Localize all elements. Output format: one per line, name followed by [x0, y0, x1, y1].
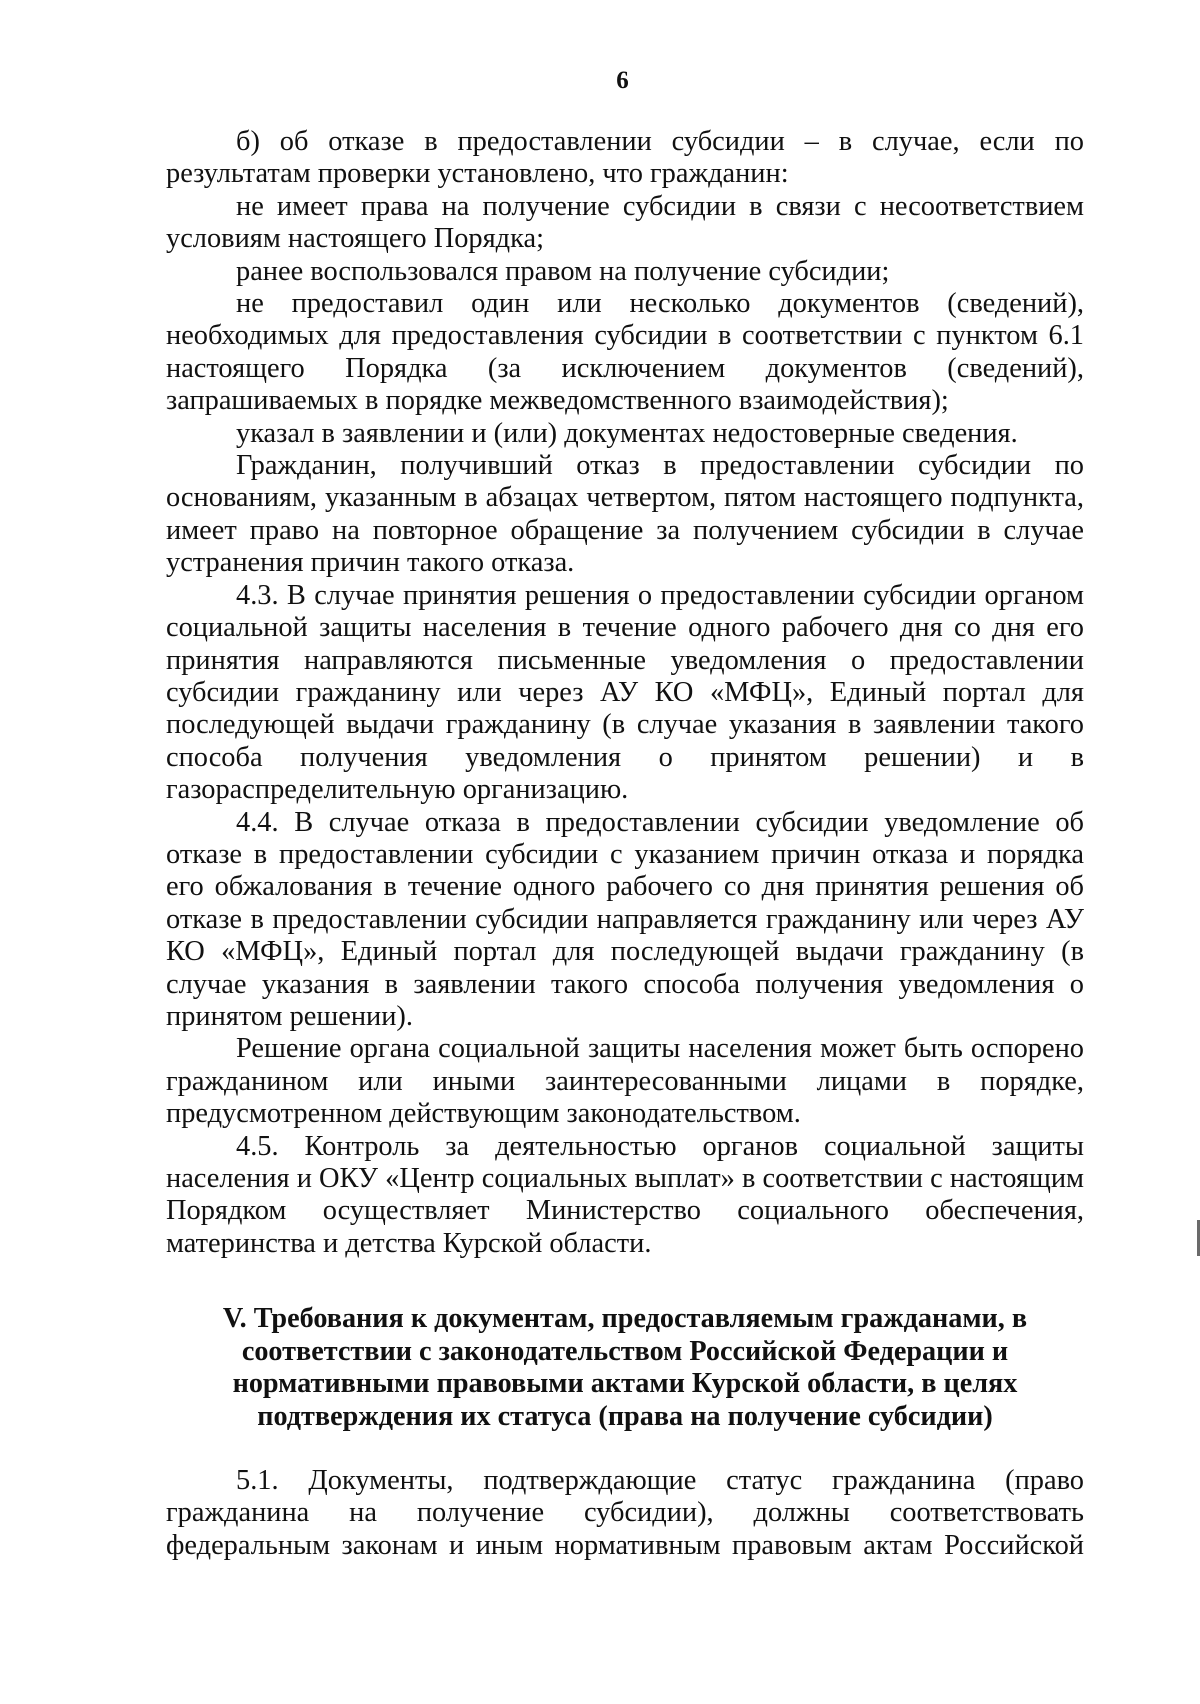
paragraph-already-used: ранее воспользовался правом на получение субсидии; — [236, 255, 890, 287]
section-body-text — [166, 1465, 1084, 1562]
section-heading — [166, 1303, 1084, 1433]
section-heading-line: соответствии с законодательством Российской Федерации и — [241, 1335, 1009, 1367]
paragraph-5-1: 5.1. Документы, подтверждающие статус гражданина (право гражданина на получение субсидии), должны соответствовать федеральным законам и иным нормативным правовым актам Российской — [166, 1465, 1084, 1561]
paragraph-appeal: Решение органа социальной защиты населения может быть оспорено гражданином или иными заинтересованными лицами в порядке, предусмотренном действующим законодательством. — [166, 1033, 1084, 1130]
paragraph-repeat-application: Гражданин, получивший отказ в предоставлении субсидии по основаниям, указанным в абзацах четвертом, пятом настоящего подпункта, имеет право на повторное обращение за получением субсидии в случае устранения причин такого отказа. — [166, 450, 1084, 579]
paragraph-missing-documents: не предоставил один или несколько документов (сведений), необходимых для предоставления субсидии в соответствии с пунктом 6.1 настоящего Порядка (за исключением документов (сведений), запрашиваемых в порядке межведомственного взаимодействия); — [166, 288, 1084, 417]
paragraph-no-right: не имеет права на получение субсидии в связи с несоответствием условиям настоящего Порядка; — [166, 190, 1084, 255]
section-heading-line: V. Требования к документам, предоставляемым гражданами, в — [222, 1303, 1028, 1334]
section-heading-line: нормативными правовыми актами Курской области, в целях — [232, 1368, 1018, 1400]
section-heading-line: подтверждения их статуса (права на получение субсидии) — [257, 1400, 993, 1432]
paragraph-false-info: указал в заявлении и (или) документах недостоверные сведения. — [236, 417, 1018, 449]
paragraph-4-4: 4.4. В случае отказа в предоставлении субсидии уведомление об отказе в предоставлении субсидии с указанием причин отказа и порядка его обжалования в течение одного рабочего со дня принятия решения об отказе в предоставлении субсидии направляется гражданину или через АУ КО «МФЦ», Единый портал для последующей выдачи гражданину (в случае указания в заявлении такого способа получения уведомления о принятом решении). — [166, 806, 1084, 1032]
page-number: 6 — [616, 67, 629, 94]
paragraph-refusal-decision: б) об отказе в предоставлении субсидии – в случае, если по результатам проверки установлено, что гражданин: — [166, 126, 1084, 190]
paragraph-4-5: 4.5. Контроль за деятельностью органов социальной защиты населения и ОКУ «Центр социальных выплат» в соответствии с настоящим Порядком осуществляет Министерство социального обеспечения, материнства и детства Курской области. — [166, 1130, 1084, 1259]
paragraph-4-3: 4.3. В случае принятия решения о предоставлении субсидии органом социальной защиты населения в течение одного рабочего дня со дня его принятия направляются письменные уведомления о предоставлении субсидии гражданину или через АУ КО «МФЦ», Единый портал для последующей выдачи гражданину (в случае указания в заявлении такого способа получения уведомления о принятом решении) и в газораспределительную организацию. — [166, 579, 1084, 806]
body-text — [166, 126, 1084, 1260]
